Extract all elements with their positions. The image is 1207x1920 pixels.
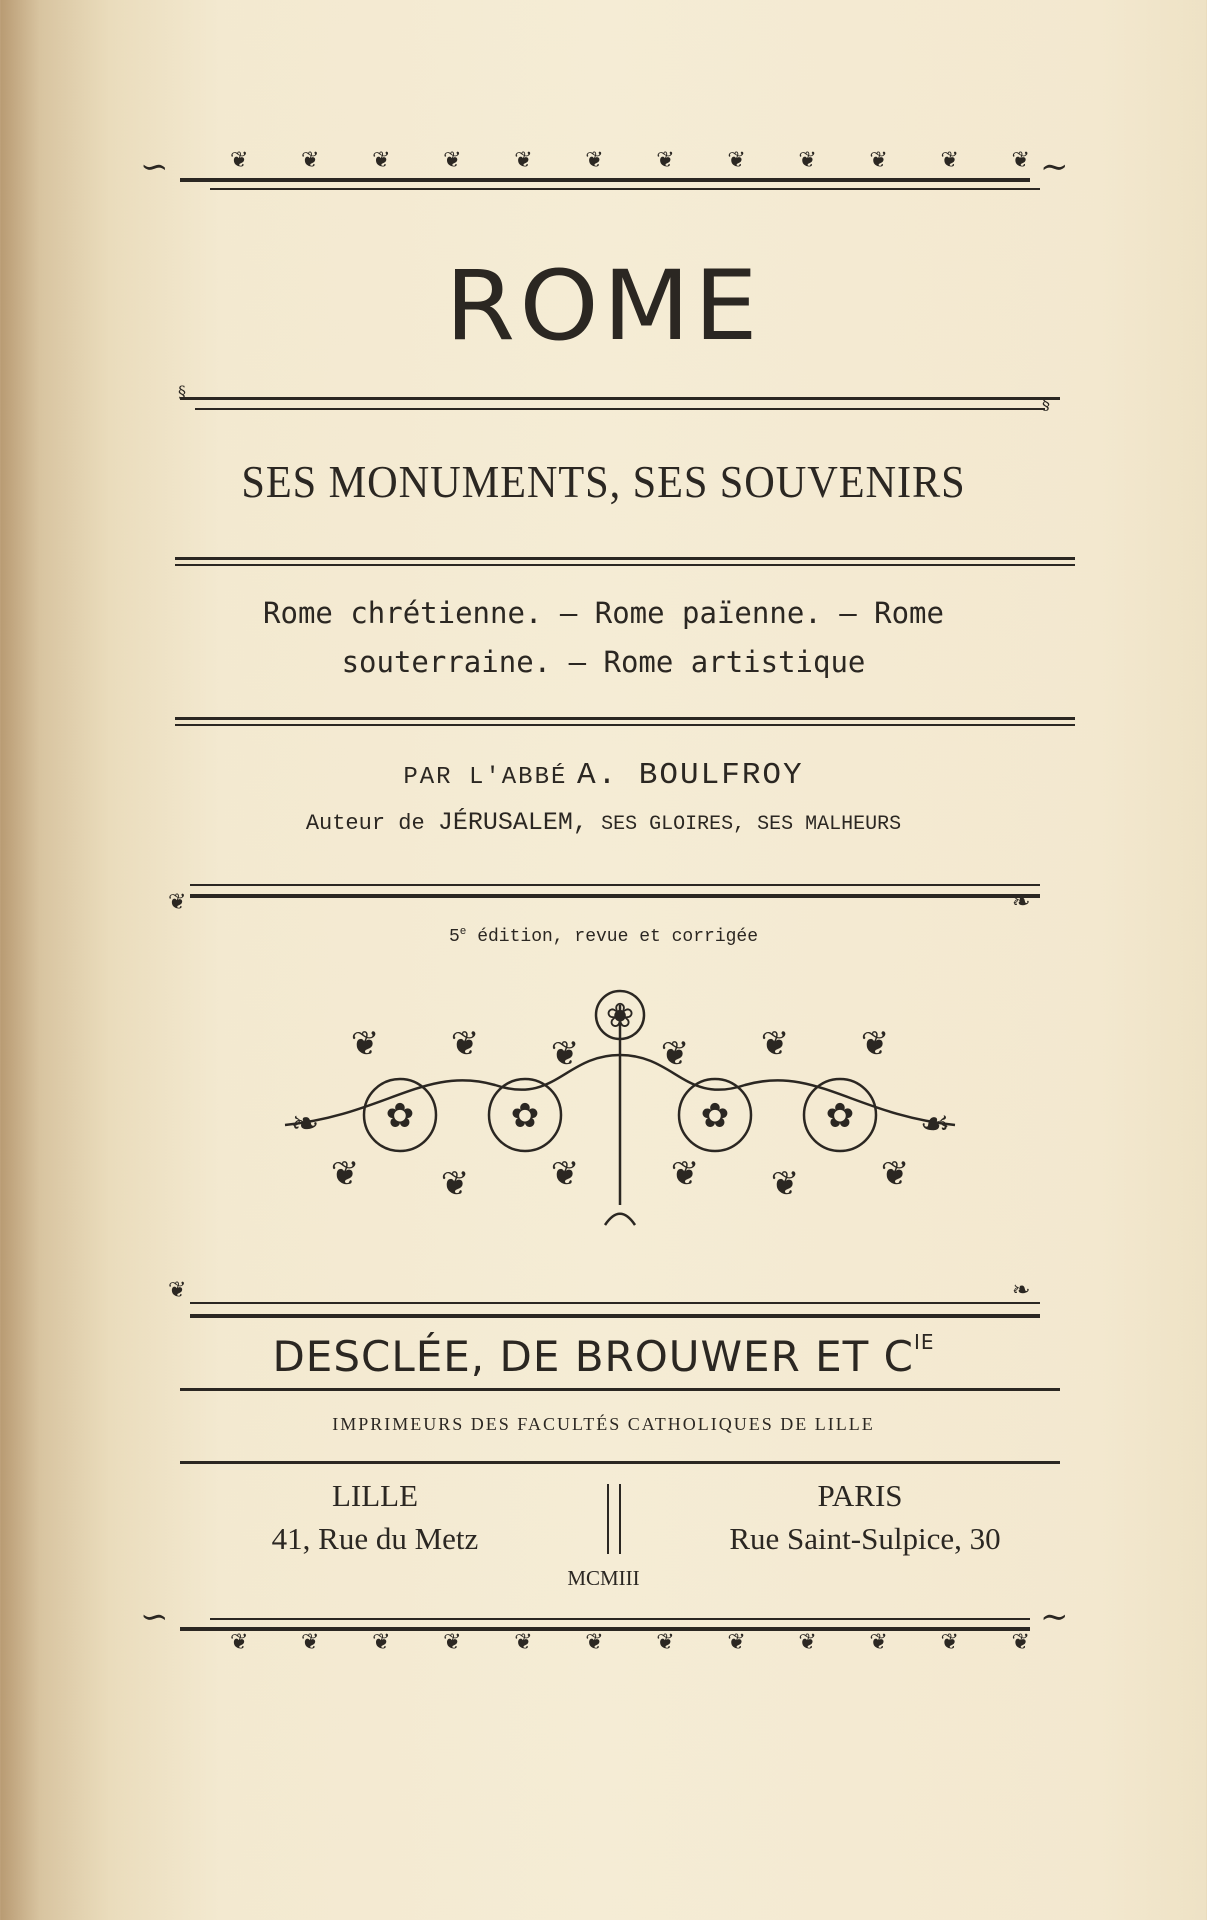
scroll-ornament-icon: § (178, 382, 186, 401)
svg-text:❦: ❦ (760, 1024, 790, 1064)
left-street: 41, Rue du Metz (271, 1521, 479, 1556)
svg-text:❦: ❦ (450, 1024, 480, 1064)
publisher-name (0, 1330, 1207, 1381)
leaf-sprig-icon: ❦ (443, 1630, 462, 1655)
publication-year: MCMIII (567, 1566, 640, 1590)
address-separator (607, 1484, 621, 1554)
divider-rule (190, 1314, 1040, 1318)
svg-text:☙: ☙ (919, 1104, 951, 1144)
leaf-sprig-icon: ❦ (443, 148, 462, 173)
svg-text:✿: ✿ (385, 1096, 415, 1136)
leaf-ornament-icon: ❧ (1012, 1278, 1031, 1303)
book-title: ROME (445, 250, 762, 362)
leaf-sprig-icon: ❦ (514, 1630, 533, 1655)
leaf-ornament-icon: ❦ (168, 890, 187, 915)
divider-rule (190, 884, 1040, 886)
leaf-sprig-icon: ❦ (372, 148, 391, 173)
scroll-flourish-icon: ∽ (140, 147, 169, 187)
leaf-sprig-icon: ❦ (585, 148, 604, 173)
author-works (0, 808, 1207, 837)
leaf-sprig-icon: ❦ (727, 1630, 746, 1655)
svg-text:❦: ❦ (550, 1034, 580, 1074)
divider-rule (175, 724, 1075, 726)
leaf-sprig-icon: ❦ (1011, 1630, 1030, 1655)
leaf-sprig-icon: ❦ (585, 1630, 604, 1655)
scroll-flourish-icon: ∼ (1040, 147, 1069, 187)
divider-rule (180, 178, 1030, 182)
leaf-sprig-icon: ❦ (372, 1630, 391, 1655)
leaf-sprig-icon: ❦ (798, 148, 817, 173)
author-name: A. BOULFROY (577, 758, 804, 793)
svg-text:❦: ❦ (880, 1154, 910, 1194)
right-city: PARIS (817, 1478, 903, 1513)
subtitle: SES MONUMENTS, SES SOUVENIRS (241, 456, 966, 507)
leaf-sprig-icon: ❦ (869, 148, 888, 173)
leaf-sprig-icon: ❦ (230, 148, 249, 173)
edition-number: 5 (448, 927, 460, 947)
works-rest: SES GLOIRES, SES MALHEURS (601, 813, 902, 836)
leaf-sprig-icon: ❦ (514, 148, 533, 173)
svg-text:❀: ❀ (605, 996, 635, 1036)
scroll-ornament-icon: § (1042, 394, 1050, 413)
svg-text:❦: ❦ (670, 1154, 700, 1194)
svg-text:❦: ❦ (860, 1024, 890, 1064)
leaf-sprig-icon: ❦ (940, 1630, 959, 1655)
divider-rule (195, 408, 1045, 410)
edition-note (0, 926, 1207, 947)
svg-text:❦: ❦ (330, 1154, 360, 1194)
leaf-sprig-icon: ❦ (869, 1630, 888, 1655)
edition-superscript: e (459, 926, 467, 938)
publisher-suffix: IE (913, 1330, 935, 1354)
leaf-sprig-icon: ❦ (656, 148, 675, 173)
divider-rule (210, 1618, 1030, 1620)
divider-rule (175, 717, 1075, 720)
author-prefix: PAR L'ABBÉ (403, 764, 568, 791)
description-line-2: souterraine. — Rome artistique (341, 645, 866, 679)
scroll-flourish-icon: ∽ (140, 1597, 169, 1637)
svg-text:❦: ❦ (770, 1164, 800, 1204)
leaf-row (230, 1632, 1030, 1654)
right-street: Rue Saint-Sulpice, 30 (729, 1521, 1001, 1556)
divider-rule (175, 557, 1075, 560)
left-city: LILLE (331, 1478, 419, 1513)
publisher-main: DESCLÉE, DE BROUWER ET C (272, 1332, 914, 1381)
leaf-row (230, 150, 1030, 172)
divider-rule (190, 1302, 1040, 1304)
leaf-ornament-icon: ❧ (1012, 890, 1031, 915)
description-line-1: Rome chrétienne. — Rome païenne. — Rome (263, 596, 944, 630)
divider-rule (190, 894, 1040, 898)
divider-rule (180, 1461, 1060, 1464)
works-prefix: Auteur de (305, 811, 425, 836)
divider-rule (180, 397, 1060, 400)
leaf-sprig-icon: ❦ (1011, 148, 1030, 173)
scroll-flourish-icon: ∼ (1040, 1597, 1069, 1637)
leaf-sprig-icon: ❦ (301, 1630, 320, 1655)
leaf-sprig-icon: ❦ (940, 148, 959, 173)
svg-text:❧: ❧ (290, 1104, 320, 1144)
svg-text:❦: ❦ (550, 1154, 580, 1194)
leaf-sprig-icon: ❦ (727, 148, 746, 173)
svg-text:❦: ❦ (350, 1024, 380, 1064)
author-line (0, 758, 1207, 793)
floral-vignette-icon (265, 975, 975, 1245)
leaf-ornament-icon: ❦ (168, 1278, 187, 1303)
leaf-sprig-icon: ❦ (656, 1630, 675, 1655)
printers-line: IMPRIMEURS DES FACULTÉS CATHOLIQUES DE LILLE (332, 1414, 875, 1434)
svg-text:❦: ❦ (660, 1034, 690, 1074)
works-title: JÉRUSALEM, (437, 808, 588, 837)
svg-text:✿: ✿ (510, 1096, 540, 1136)
divider-rule (210, 188, 1040, 190)
edition-text: édition, revue et corrigée (477, 927, 759, 947)
svg-text:✿: ✿ (700, 1096, 730, 1136)
svg-text:✿: ✿ (825, 1096, 855, 1136)
leaf-sprig-icon: ❦ (301, 148, 320, 173)
divider-rule (175, 564, 1075, 566)
leaf-sprig-icon: ❦ (230, 1630, 249, 1655)
divider-rule (180, 1388, 1060, 1391)
leaf-sprig-icon: ❦ (798, 1630, 817, 1655)
svg-text:❦: ❦ (440, 1164, 470, 1204)
